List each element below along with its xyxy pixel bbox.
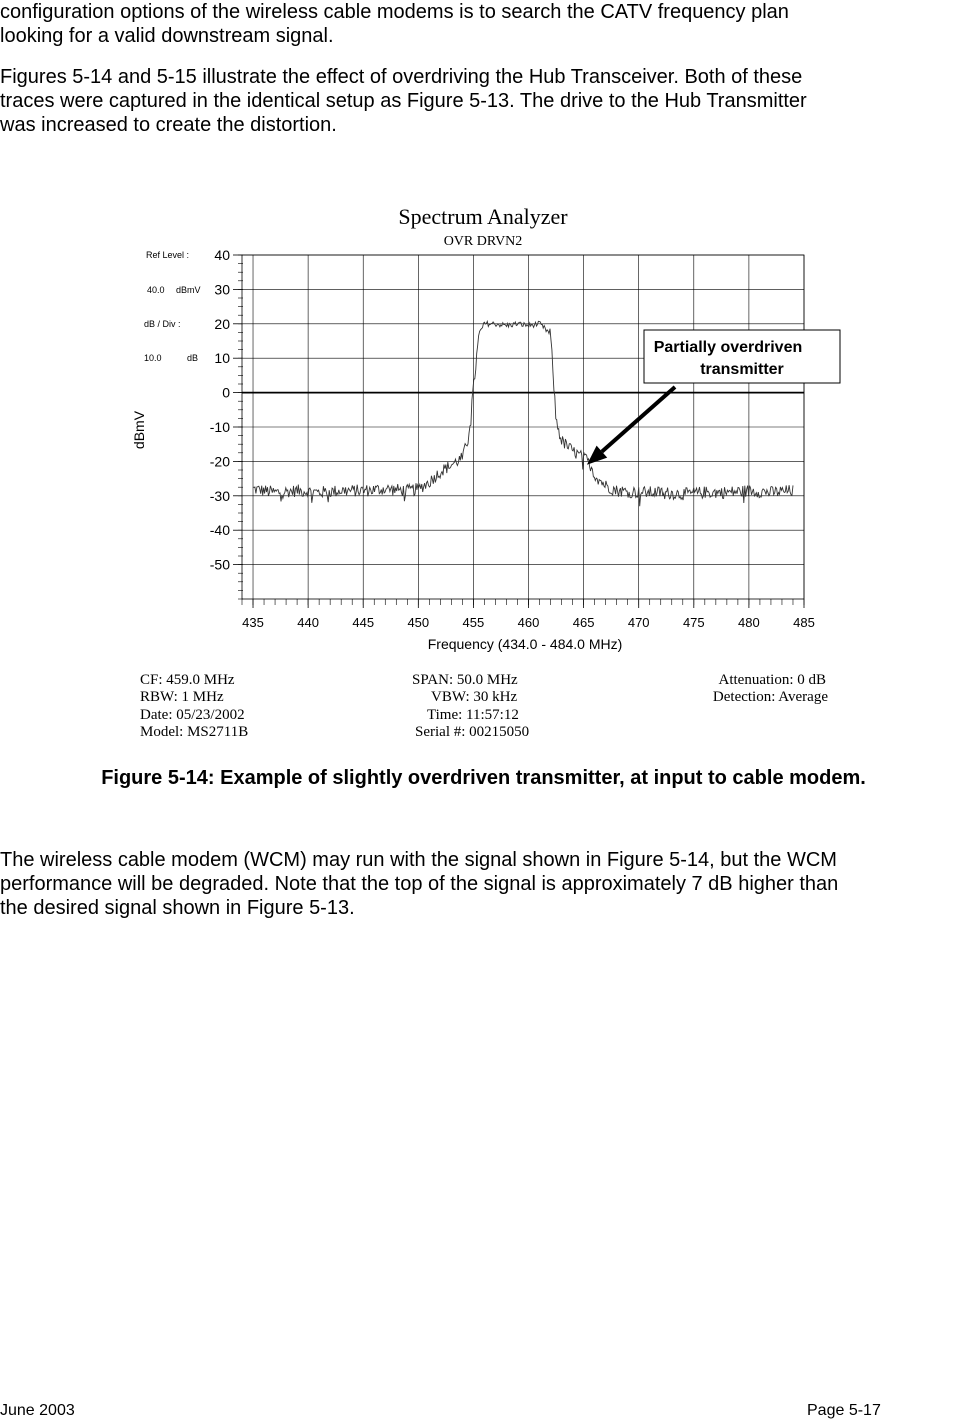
y-tick-label: -40 xyxy=(209,522,230,539)
wcm-paragraph xyxy=(0,848,967,920)
x-tick-label: 480 xyxy=(738,615,760,630)
info-vbw: VBW: 30 kHz xyxy=(431,689,518,705)
x-tick-label: 435 xyxy=(242,615,264,630)
chart-grid xyxy=(242,255,804,599)
chart-subtitle: OVR DRVN2 xyxy=(443,234,523,249)
y-tick-label: -10 xyxy=(209,419,230,435)
chart-title: Spectrum Analyzer xyxy=(398,204,568,229)
info-model: Model: MS2711B xyxy=(140,724,249,740)
y-tick-label: 10 xyxy=(214,350,230,367)
ref-level-label: Ref Level : xyxy=(146,250,190,260)
annotation-line-2: transmitter xyxy=(700,361,784,378)
y-tick-label: 0 xyxy=(222,384,230,401)
figures-paragraph xyxy=(0,65,967,137)
info-rbw: RBW: 1 MHz xyxy=(140,689,224,705)
y-tick-label: -30 xyxy=(209,487,230,504)
x-axis-label: Frequency (434.0 - 484.0 MHz) xyxy=(427,636,623,652)
info-detection: Detection: Average xyxy=(712,689,828,705)
chart-labels xyxy=(210,247,815,630)
y-tick-label: -50 xyxy=(209,556,230,573)
scale-label: dB / Div : xyxy=(144,319,181,329)
annotation-callout xyxy=(587,330,840,465)
y-tick-label: 20 xyxy=(214,315,230,332)
x-tick-label: 485 xyxy=(793,615,815,630)
y-tick-label: -20 xyxy=(209,453,230,470)
ref-level-value: 40.0 xyxy=(147,285,165,295)
scale-value: 10.0 xyxy=(144,353,162,363)
x-tick-label: 460 xyxy=(517,615,540,630)
wcm-line: performance will be degraded. Note that the top of the signal is approximately 7 dB higher than xyxy=(0,873,839,895)
wcm-line: the desired signal shown in Figure 5-13. xyxy=(0,897,355,919)
info-date: Date: 05/23/2002 xyxy=(140,707,245,723)
y-axis-label: dBmV xyxy=(131,410,147,450)
spectrum-analyzer-chart xyxy=(120,195,850,755)
x-tick-label: 465 xyxy=(572,615,595,630)
x-tick-label: 470 xyxy=(627,615,650,630)
x-tick-label: 440 xyxy=(297,615,319,630)
x-tick-label: 455 xyxy=(462,615,485,630)
figures-line: traces were captured in the identical setup as Figure 5-13. The drive to the Hub Transmitter xyxy=(0,90,807,112)
footer-date: June 2003 xyxy=(0,1402,75,1419)
figures-line: Figures 5-14 and 5-15 illustrate the effect of overdriving the Hub Transceiver. Both of these xyxy=(0,66,803,88)
figure-caption: Figure 5-14: Example of slightly overdriven transmitter, at input to cable modem. xyxy=(101,767,866,789)
x-tick-label: 475 xyxy=(682,615,705,630)
ref-level-unit: dBmV xyxy=(176,285,201,295)
info-serial: Serial #: 00215050 xyxy=(415,724,530,740)
info-attenuation: Attenuation: 0 dB xyxy=(718,672,826,688)
info-time: Time: 11:57:12 xyxy=(427,707,519,723)
x-tick-label: 450 xyxy=(407,615,430,630)
info-cf: CF: 459.0 MHz xyxy=(140,672,235,688)
instrument-settings xyxy=(140,672,828,740)
figures-line: was increased to create the distortion. xyxy=(0,114,337,136)
scale-unit: dB xyxy=(187,353,199,363)
intro-line: looking for a valid downstream signal. xyxy=(0,25,334,47)
intro-line: configuration options of the wireless cable modems is to search the CATV frequency plan xyxy=(0,1,789,23)
chart-ticks xyxy=(233,255,804,608)
annotation-line-1: Partially overdriven xyxy=(653,339,803,356)
intro-paragraph xyxy=(0,0,967,48)
x-tick-label: 445 xyxy=(352,615,375,630)
wcm-line: The wireless cable modem (WCM) may run with the signal shown in Figure 5-14, but the WCM xyxy=(0,849,837,871)
info-span: SPAN: 50.0 MHz xyxy=(412,672,518,688)
y-tick-label: 40 xyxy=(214,247,230,263)
y-tick-label: 30 xyxy=(214,281,230,298)
footer-page-number: Page 5-17 xyxy=(807,1402,881,1419)
